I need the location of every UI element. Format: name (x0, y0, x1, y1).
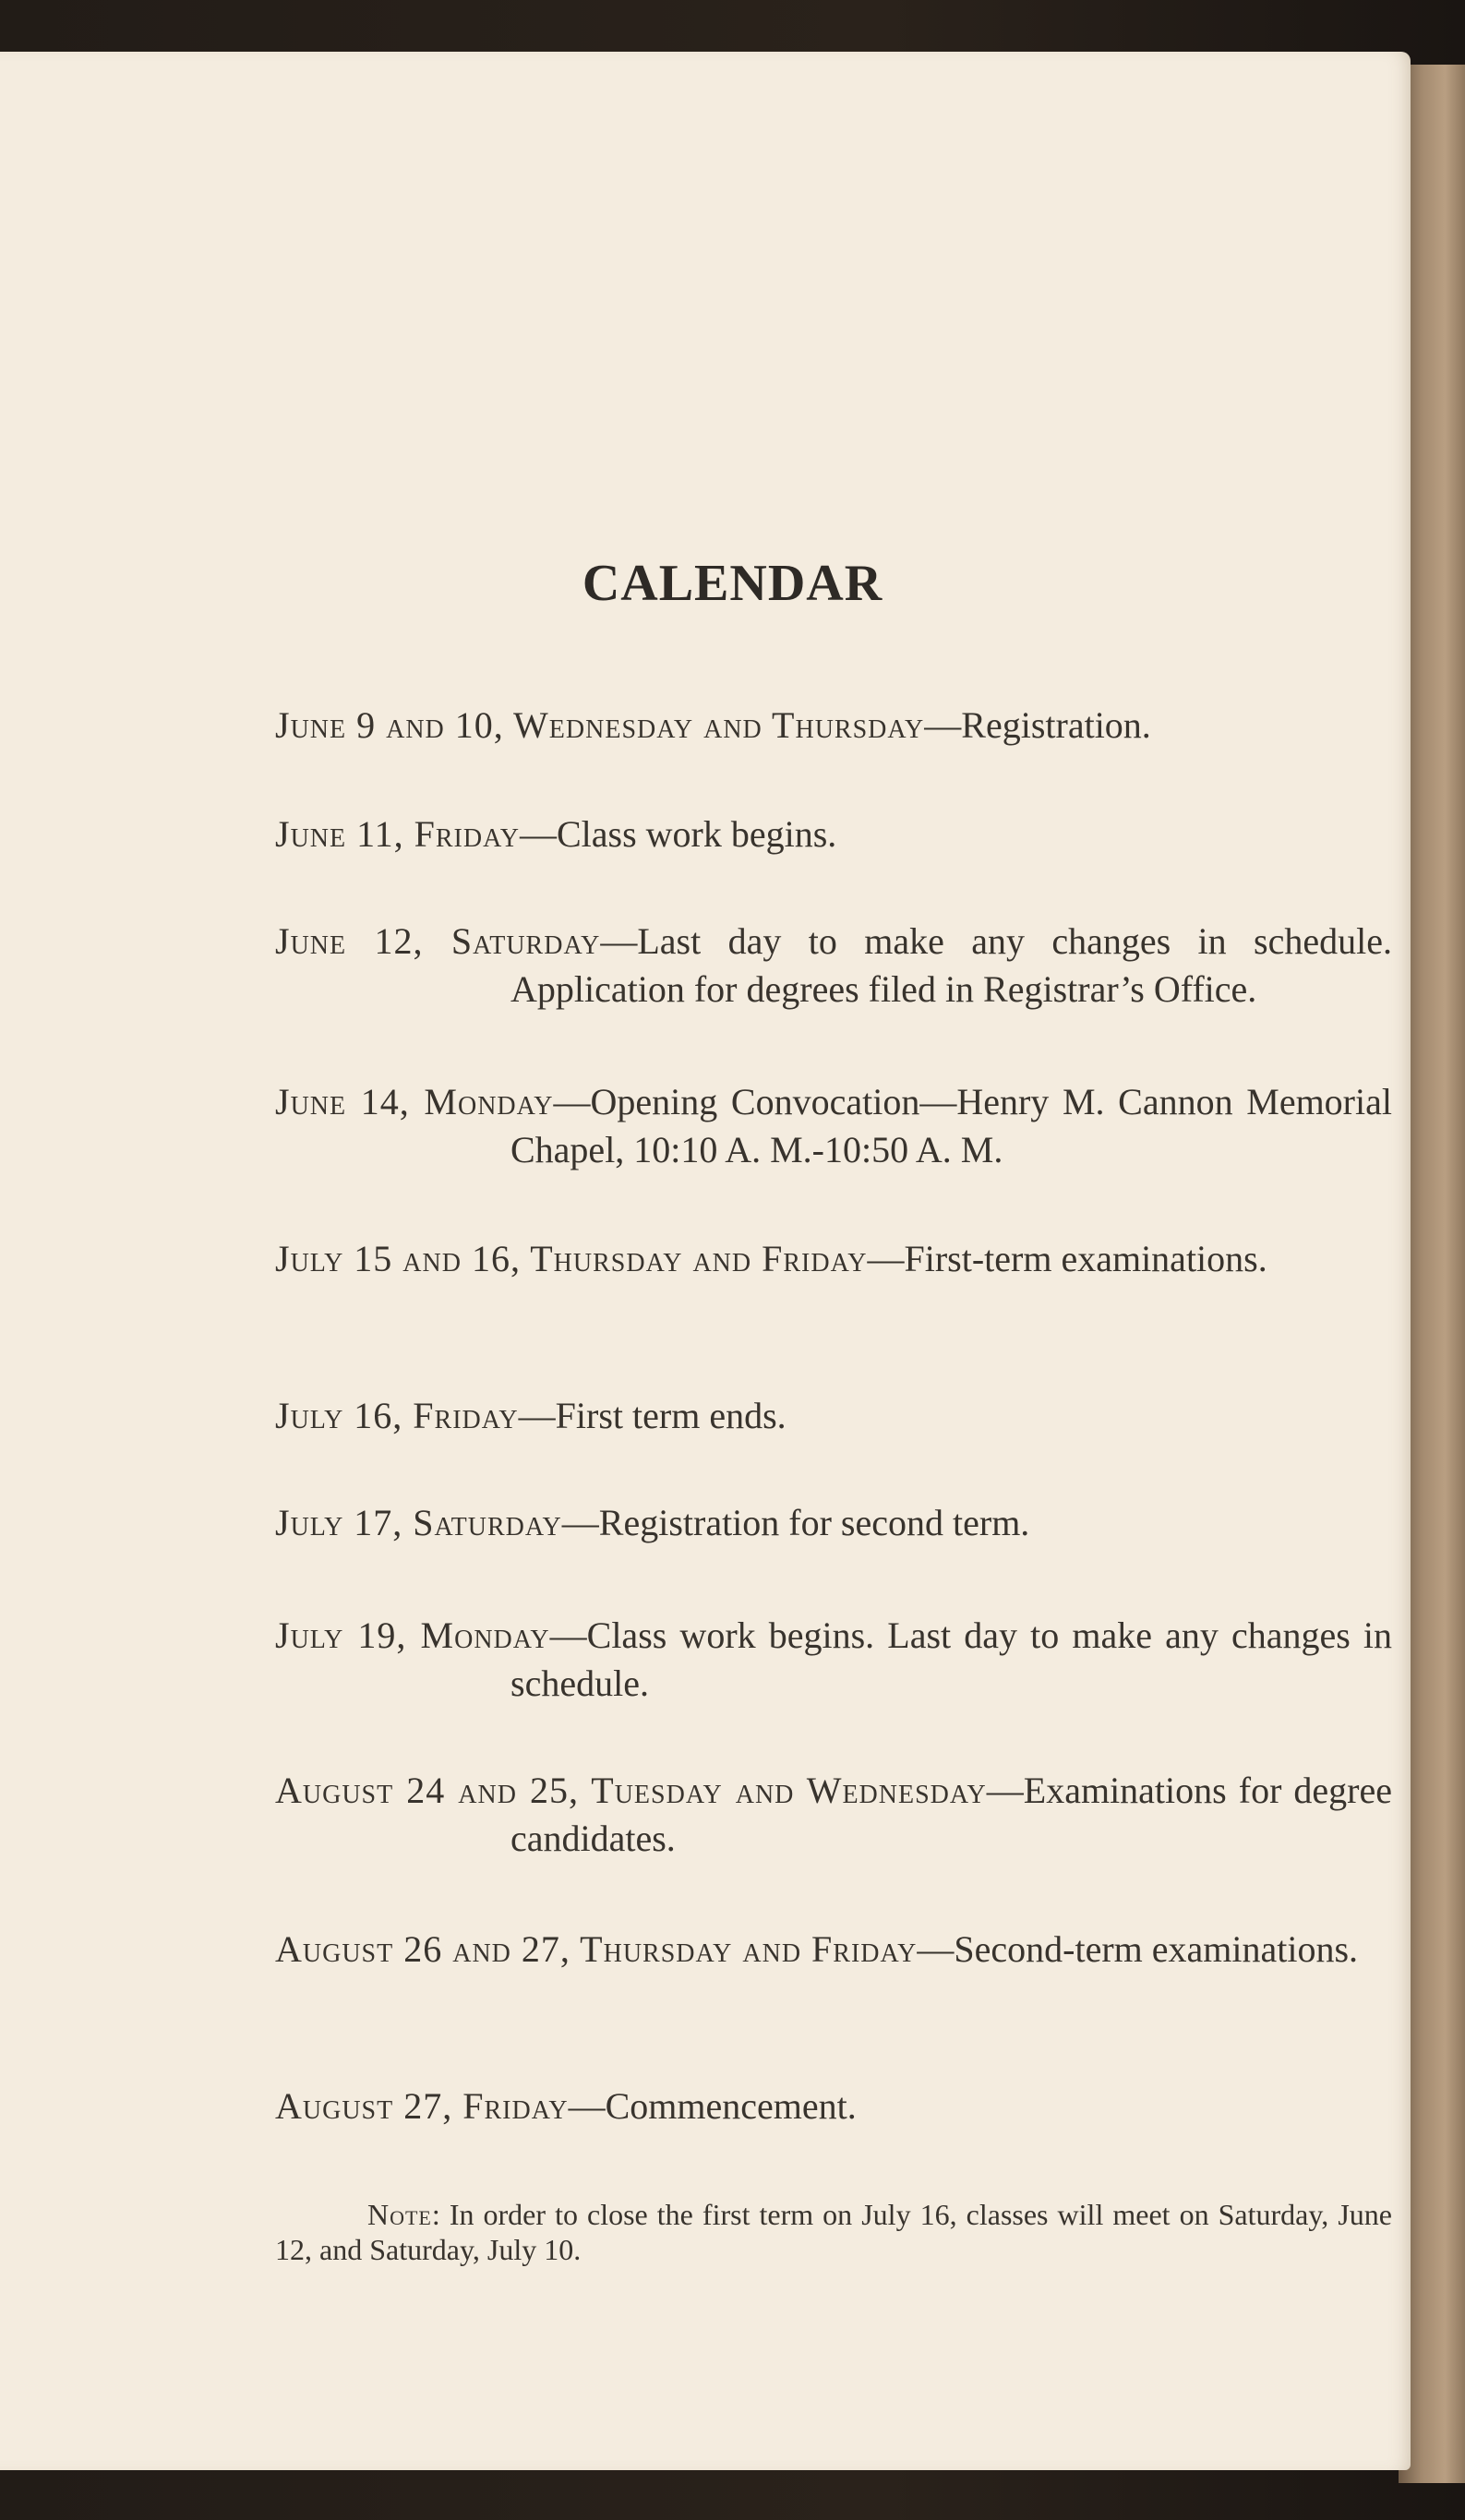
calendar-entry (275, 1235, 1392, 1283)
entry-event: Second-term examinations. (954, 1928, 1359, 1970)
entry-separator: — (553, 1081, 591, 1122)
entry-event: Class work begins. Last day to make any changes in schedule. (510, 1614, 1392, 1704)
page-title: CALENDAR (582, 555, 883, 612)
entry-separator: — (549, 1614, 587, 1656)
entry-event: Opening Convocation—Henry M. Cannon Memorial Chapel, 10:10 A. M.-10:50 A. M. (510, 1081, 1392, 1170)
entry-event: Commencement. (605, 2085, 857, 2127)
entry-date: July 17, Saturday (275, 1502, 562, 1543)
note-text: In order to close the first term on July 16, classes will meet on Saturday, June 12, and Saturday, July 10. (275, 2198, 1393, 2266)
entry-separator: — (924, 704, 962, 746)
calendar-entry (275, 702, 1392, 750)
entry-separator: — (600, 920, 638, 962)
entry-separator: — (568, 2085, 606, 2127)
entry-date: July 15 and 16, Thursday and Friday (275, 1238, 868, 1279)
entry-event: First term ends. (555, 1395, 787, 1436)
calendar-entry (275, 1499, 1392, 1547)
entry-separator: — (519, 813, 557, 855)
calendar-entry (275, 1767, 1392, 1863)
calendar-entry (275, 1926, 1392, 1974)
entry-date: August 26 and 27, Thursday and Friday (275, 1928, 918, 1970)
entry-separator: — (561, 1502, 599, 1543)
entry-event: Registration. (961, 704, 1151, 746)
calendar-entry (275, 1392, 1392, 1440)
entry-separator: — (917, 1928, 955, 1970)
calendar-entry (275, 1078, 1392, 1174)
entry-date: June 11, Friday (275, 813, 520, 855)
calendar-entry (275, 810, 1392, 858)
calendar-entry (275, 2082, 1392, 2130)
entry-event: Examinations for degree candidates. (510, 1770, 1393, 1859)
entry-event: First-term examinations. (904, 1238, 1267, 1279)
calendar-entry (275, 918, 1392, 1014)
entry-event: Last day to make any changes in schedule. Application for degrees filed in Registrar’s Office. (510, 920, 1392, 1010)
entry-separator: — (986, 1770, 1024, 1811)
entry-separator: — (518, 1395, 556, 1436)
entry-date: June 9 and 10, Wednesday and Thursday (275, 704, 925, 746)
note-label: Note (367, 2198, 432, 2231)
entry-date: June 14, Monday (275, 1081, 554, 1122)
entry-event: Class work begins. (556, 813, 837, 855)
entry-date: June 12, Saturday (275, 920, 601, 962)
entry-date: July 19, Monday (275, 1614, 550, 1656)
entry-date: August 27, Friday (275, 2085, 569, 2127)
entry-date: August 24 and 25, Tuesday and Wednesday (275, 1770, 987, 1811)
footnote: Note: In order to close the first term on July 16, classes will meet on Saturday, June 12, and Saturday, July 10. (275, 2198, 1393, 2266)
calendar-entry (275, 1612, 1392, 1708)
entry-date: July 16, Friday (275, 1395, 519, 1436)
entry-separator: — (867, 1238, 905, 1279)
entry-event: Registration for second term. (598, 1502, 1030, 1543)
